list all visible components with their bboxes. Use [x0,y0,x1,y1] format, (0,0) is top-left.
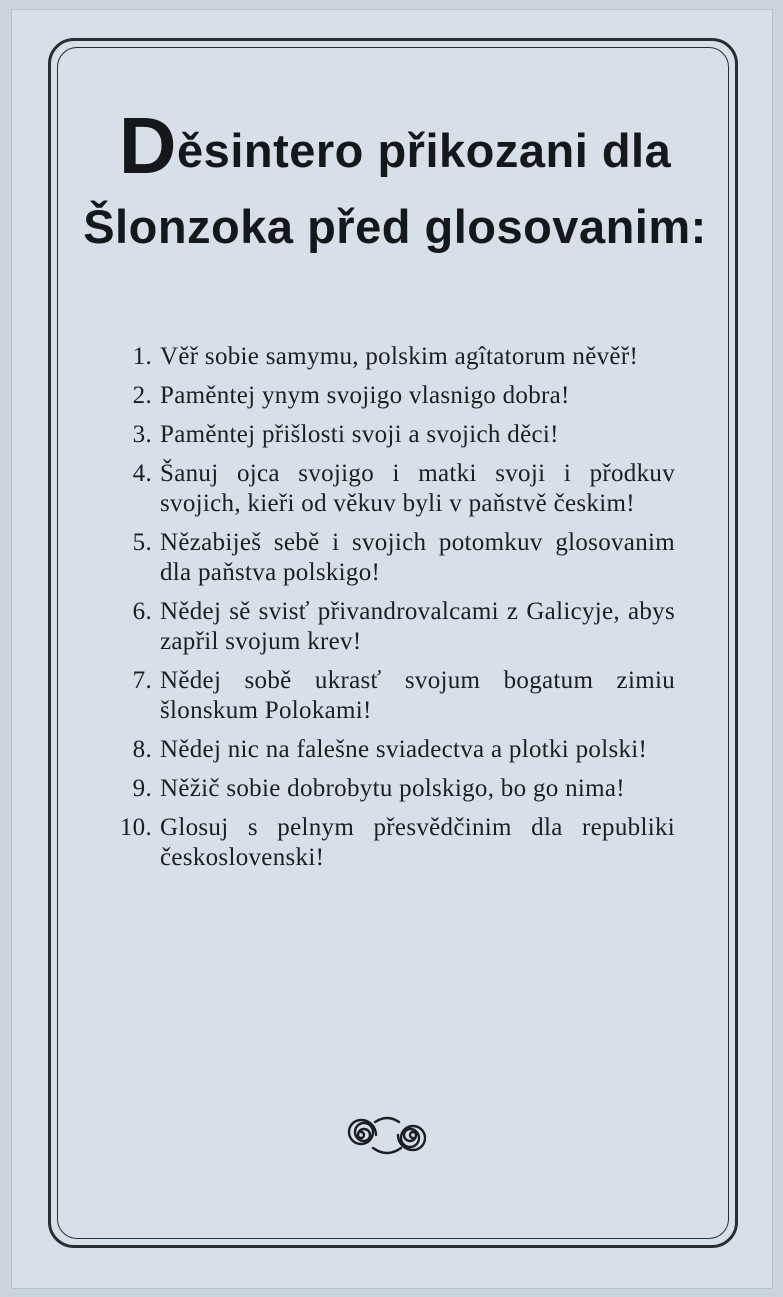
commandment-text: Nědej sě svisť přivandrovalcami z Galicyje, abys zapřil svojum krev! [160,598,675,655]
commandment-number: 1. [132,343,152,370]
commandment-number: 6. [132,598,152,625]
commandment-number: 8. [132,736,152,763]
commandment-text: Glosuj s pelnym přesvědčinim dla republiki československi! [160,814,675,871]
commandment-number: 10. [119,814,152,841]
commandment-text: Nědej sobě ukrasť svojum bogatum zimiu šlonskum Polokami! [160,667,675,724]
commandment-item [100,420,675,450]
title-line-1-text: ěsintero přikozani dla [177,124,672,177]
commandment-number: 9. [132,775,152,802]
title-dropcap: D [118,101,178,190]
commandment-text: Paměntej přišlosti svoji a svojich děci! [160,421,559,448]
commandment-text: Paměntej ynym svojigo vlasnigo dobra! [160,382,570,409]
commandment-item [100,459,675,519]
commandment-item [100,666,675,726]
commandment-item [100,342,675,372]
commandment-text: Šanuj ojca svojigo i matki svoji i přodkuv svojich, kieři od věkuv byli v paňstvě českim! [160,460,675,517]
commandment-number: 3. [132,421,152,448]
title-line-2: Šlonzoka před glosovanim: [83,200,707,253]
commandment-item [100,813,675,873]
poster-title [60,101,730,265]
commandment-item [100,381,675,411]
commandment-text: Nědej nic na falešne sviadectva a plotki polski! [160,736,648,763]
commandment-list [100,342,675,882]
commandment-item [100,597,675,657]
commandment-text: Věř sobie samymu, polskim agîtatorum něvěř! [160,343,639,370]
commandment-number: 5. [132,529,152,556]
commandment-number: 7. [132,667,152,694]
commandment-item [100,774,675,804]
double-spiral-ornament-icon [337,1108,437,1162]
commandment-number: 2. [132,382,152,409]
title-line-1 [60,101,730,190]
commandment-item [100,528,675,588]
commandment-number: 4. [132,460,152,487]
commandment-text: Nězabiješ sebě i svojich potomkuv glosovanim dla paňstva polskigo! [160,529,675,586]
commandment-item [100,735,675,765]
commandment-text: Něžič sobie dobrobytu polskigo, bo go nima! [160,775,625,802]
